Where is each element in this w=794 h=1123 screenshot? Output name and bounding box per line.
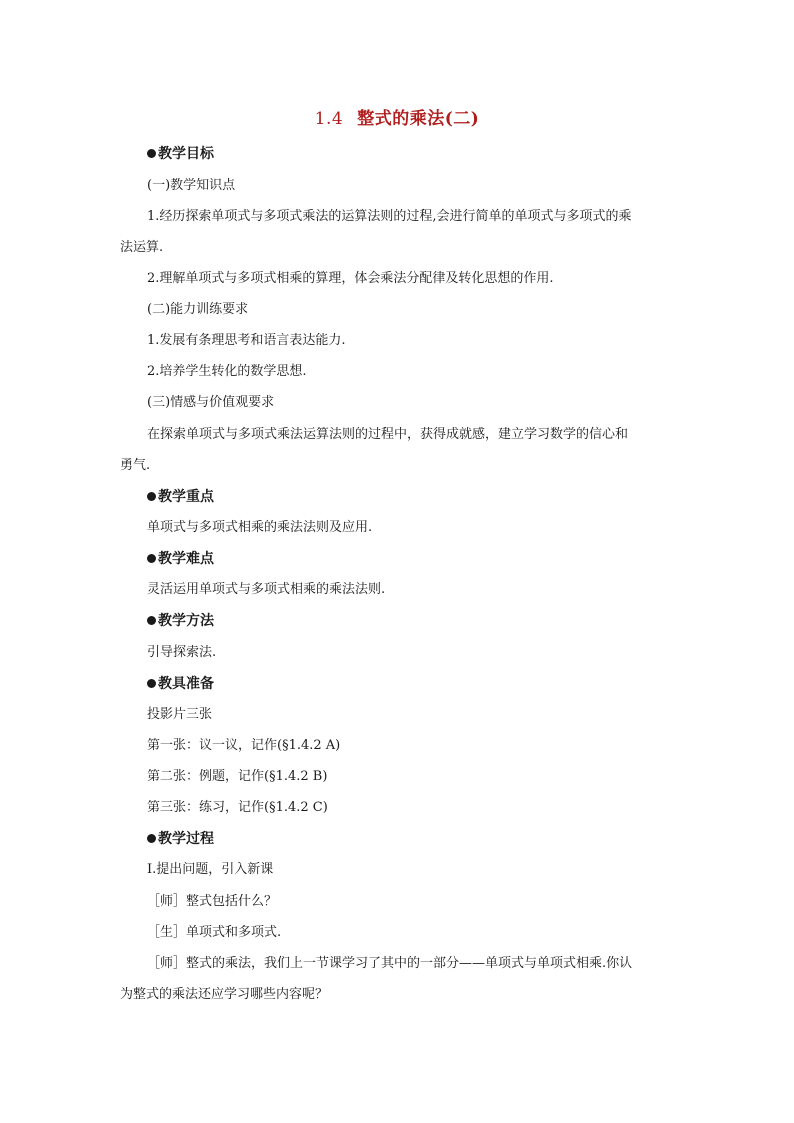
ability-item-2: 2.培养学生转化的数学思想. [147,364,307,379]
bullet-icon [147,554,156,563]
difficulty-text: 灵活运用单项式与多项式相乘的乘法法则. [147,582,386,597]
key-heading: 教学重点 [147,486,680,508]
process-dialogue-3: ［师］整式的乘法，我们上一节课学习了其中的一部分——单项式与单项式相乘.你认 [147,956,633,971]
title-text: 整式的乘法(二) [357,109,480,129]
process-heading: 教学过程 [147,828,680,850]
emotion-text: 在探索单项式与多项式乘法运算法则的过程中，获得成就感，建立学习数学的信心和 [147,427,629,442]
bullet-icon [147,149,156,158]
tools-heading: 教具准备 [147,673,680,695]
method-heading: 教学方法 [147,610,680,632]
knowledge-item-1-cont: 法运算. [120,240,164,255]
page-title [0,104,794,129]
title-number: 1.4 [314,109,344,129]
ability-item-1: 1.发展有条理思考和语言表达能力. [147,333,346,348]
bullet-icon [147,492,156,501]
bullet-icon [147,834,156,843]
knowledge-heading: (一)教学知识点 [147,178,236,193]
difficulty-heading: 教学难点 [147,548,680,570]
bullet-icon [147,616,156,625]
tools-item-1: 第一张：议一议，记作(§1.4.2 A) [147,738,341,753]
objectives-heading: 教学目标 [147,143,680,165]
process-dialogue-1: ［师］整式包括什么？ [147,894,278,909]
process-dialogue-3-cont: 为整式的乘法还应学习哪些内容呢？ [120,987,329,1002]
tools-item-2: 第二张：例题，记作(§1.4.2 B) [147,769,328,784]
knowledge-item-2: 2.理解单项式与多项式相乘的算理，体会乘法分配律及转化思想的作用. [147,271,554,286]
process-dialogue-2: ［生］单项式和多项式. [147,925,282,940]
tools-item-3: 第三张：练习，记作(§1.4.2 C) [147,800,328,815]
bullet-icon [147,679,156,688]
method-text: 引导探索法. [147,645,217,660]
process-step-1: Ⅰ.提出问题，引入新课 [147,862,274,877]
knowledge-item-1: 1.经历探索单项式与多项式乘法的运算法则的过程,会进行简单的单项式与多项式的乘 [147,209,632,224]
tools-text: 投影片三张 [147,707,213,722]
key-text: 单项式与多项式相乘的乘法法则及应用. [147,520,373,535]
emotion-text-cont: 勇气. [120,458,151,473]
ability-heading: (二)能力训练要求 [147,302,249,317]
emotion-heading: (三)情感与价值观要求 [147,395,275,410]
